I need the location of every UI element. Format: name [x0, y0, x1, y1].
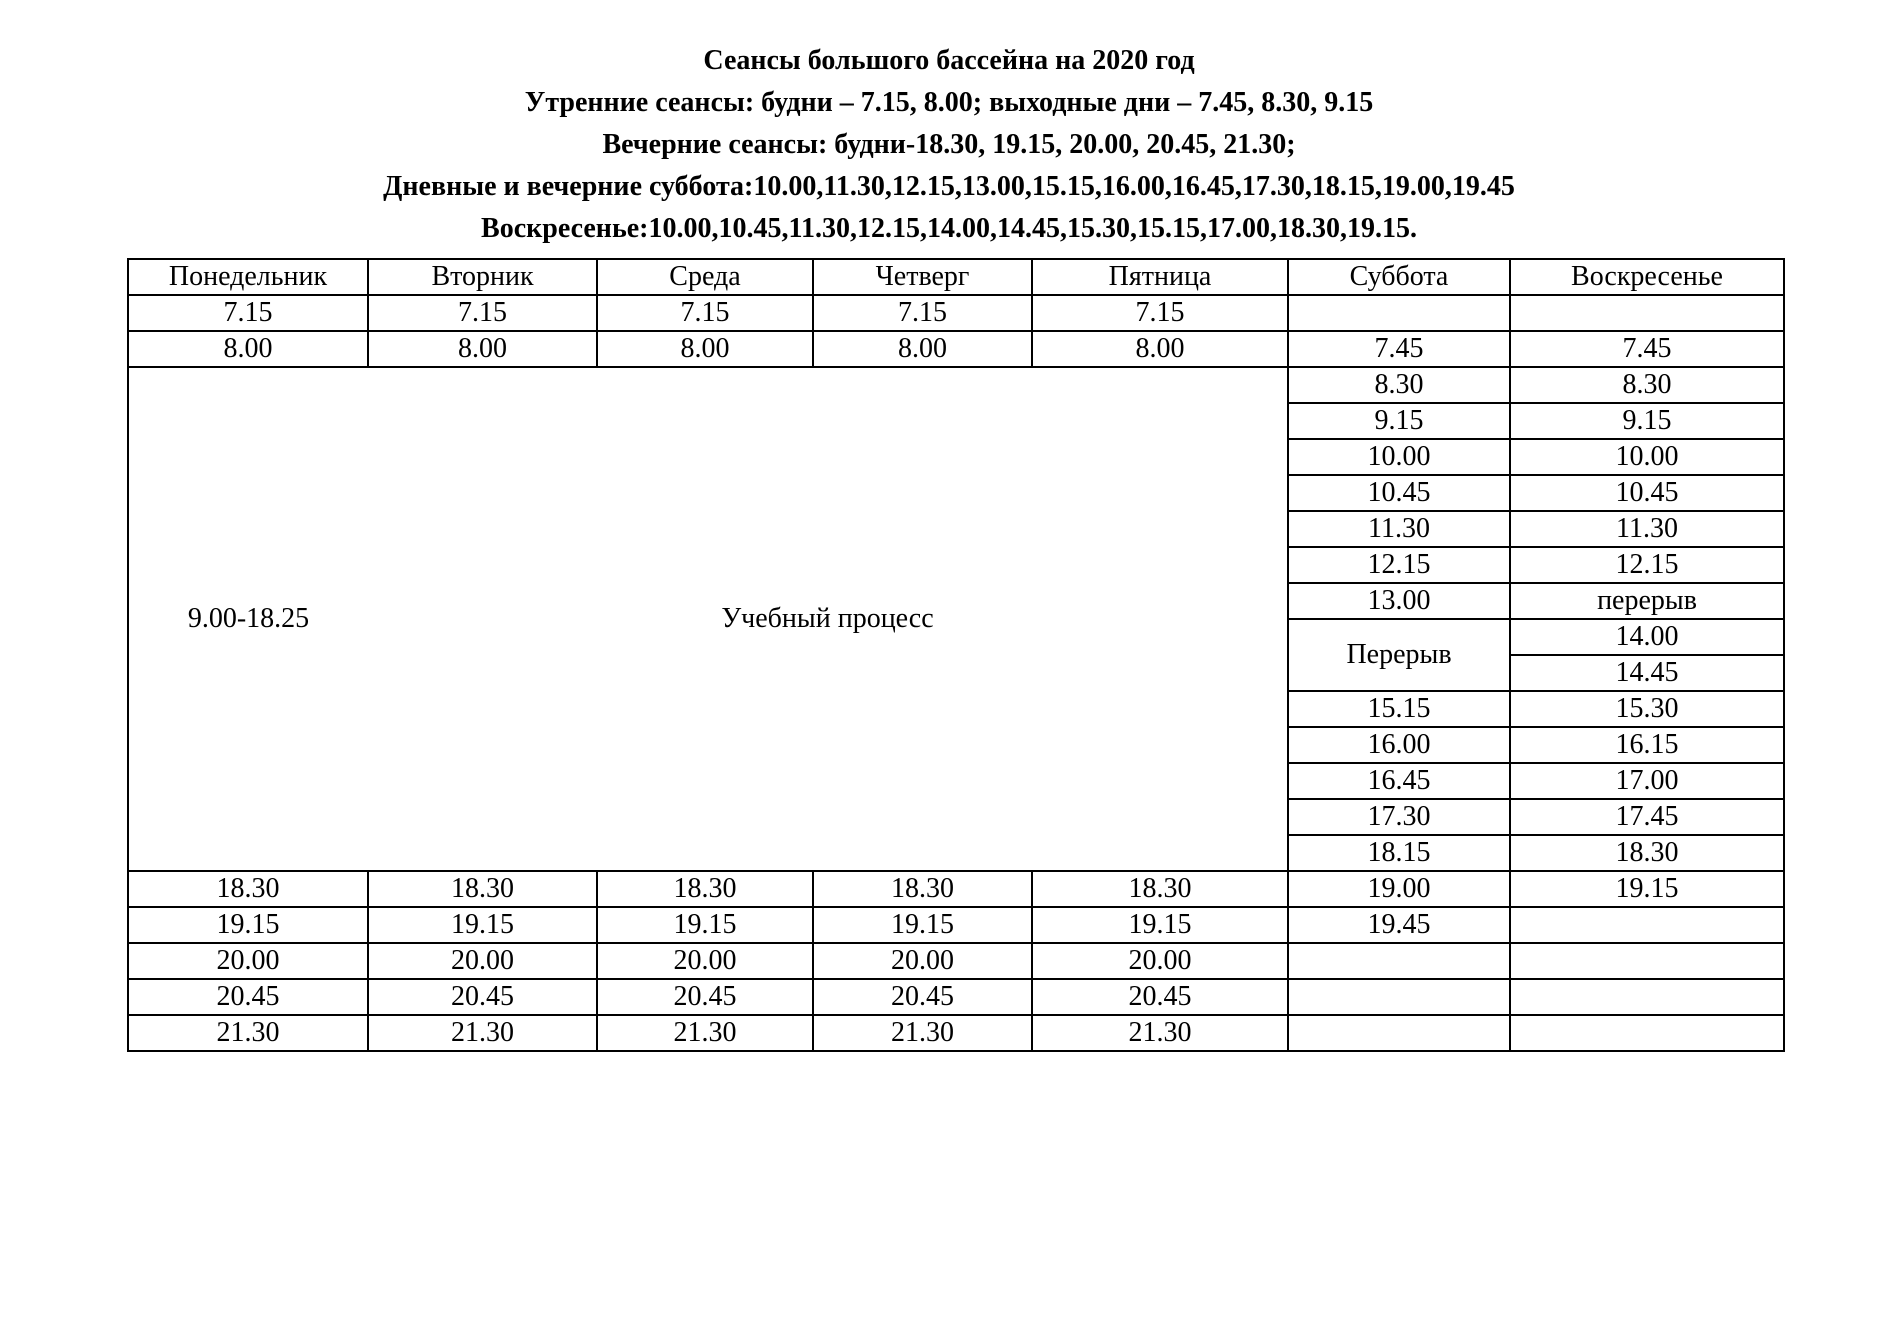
- weekday-time-cell: 8.00: [1032, 331, 1288, 367]
- column-header: Вторник: [368, 259, 597, 295]
- sunday-time-cell: 7.45: [1510, 331, 1784, 367]
- saturday-time-cell: 15.15: [1288, 691, 1510, 727]
- evening-sessions-line: Вечерние сеансы: будни-18.30, 19.15, 20.00, 20.45, 21.30;: [602, 129, 1296, 160]
- sunday-time-cell: 15.30: [1510, 691, 1784, 727]
- weekday-time-cell: 7.15: [597, 295, 813, 331]
- table-row: [128, 295, 1784, 331]
- saturday-time-cell: 9.15: [1288, 403, 1510, 439]
- weekday-time-cell: 21.30: [1032, 1015, 1288, 1051]
- weekday-time-cell: 18.30: [597, 871, 813, 907]
- column-header: Среда: [597, 259, 813, 295]
- weekday-time-cell: 7.15: [1032, 295, 1288, 331]
- sunday-time-cell: 18.30: [1510, 835, 1784, 871]
- weekday-time-cell: 20.00: [368, 943, 597, 979]
- weekday-time-cell: 18.30: [813, 871, 1032, 907]
- sunday-sessions-line: Воскресенье:10.00,10.45,11.30,12.15,14.00,14.45,15.30,15.15,17.00,18.30,19.15.: [481, 213, 1417, 244]
- study-block-time: 9.00-18.25: [128, 367, 368, 871]
- table-row: [128, 907, 1784, 943]
- weekday-time-cell: 20.45: [368, 979, 597, 1015]
- saturday-time-cell: 18.15: [1288, 835, 1510, 871]
- sunday-time-cell: 10.45: [1510, 475, 1784, 511]
- weekday-time-cell: 20.45: [128, 979, 368, 1015]
- saturday-time-cell: 12.15: [1288, 547, 1510, 583]
- saturday-time-cell: [1288, 1015, 1510, 1051]
- weekday-time-cell: 20.00: [813, 943, 1032, 979]
- saturday-time-cell: 19.00: [1288, 871, 1510, 907]
- saturday-time-cell: 17.30: [1288, 799, 1510, 835]
- sunday-time-cell: 12.15: [1510, 547, 1784, 583]
- saturday-time-cell: [1288, 943, 1510, 979]
- weekday-time-cell: 8.00: [813, 331, 1032, 367]
- sunday-time-cell: 14.45: [1510, 655, 1784, 691]
- morning-sessions-line: Утренние сеансы: будни – 7.15, 8.00; выходные дни – 7.45, 8.30, 9.15: [524, 87, 1374, 118]
- sunday-time-cell: 11.30: [1510, 511, 1784, 547]
- sunday-time-cell: 10.00: [1510, 439, 1784, 475]
- sunday-time-cell: 14.00: [1510, 619, 1784, 655]
- sunday-time-cell: 17.00: [1510, 763, 1784, 799]
- weekday-time-cell: 20.00: [1032, 943, 1288, 979]
- table-row: [128, 1015, 1784, 1051]
- column-header: Пятница: [1032, 259, 1288, 295]
- saturday-time-cell: 10.45: [1288, 475, 1510, 511]
- sunday-time-cell: [1510, 979, 1784, 1015]
- weekday-time-cell: 19.15: [368, 907, 597, 943]
- weekday-time-cell: 7.15: [813, 295, 1032, 331]
- sunday-time-cell: 16.15: [1510, 727, 1784, 763]
- weekday-time-cell: 8.00: [597, 331, 813, 367]
- schedule-table: [127, 258, 1785, 1052]
- sunday-time-cell: 9.15: [1510, 403, 1784, 439]
- sunday-time-cell: 19.15: [1510, 871, 1784, 907]
- weekday-time-cell: 18.30: [1032, 871, 1288, 907]
- weekday-time-cell: 21.30: [597, 1015, 813, 1051]
- weekday-time-cell: 20.00: [597, 943, 813, 979]
- sunday-time-cell: 17.45: [1510, 799, 1784, 835]
- saturday-time-cell: 8.30: [1288, 367, 1510, 403]
- saturday-sessions-line: Дневные и вечерние суббота:10.00,11.30,12.15,13.00,15.15,16.00,16.45,17.30,18.15,19.00,19.45: [383, 171, 1515, 202]
- saturday-time-cell: [1288, 295, 1510, 331]
- column-header: Четверг: [813, 259, 1032, 295]
- sunday-time-cell: [1510, 1015, 1784, 1051]
- weekday-time-cell: 20.00: [128, 943, 368, 979]
- weekday-time-cell: 7.15: [368, 295, 597, 331]
- sunday-break-cell: перерыв: [1510, 583, 1784, 619]
- saturday-time-cell: 16.45: [1288, 763, 1510, 799]
- weekday-time-cell: 18.30: [128, 871, 368, 907]
- weekday-time-cell: 20.45: [1032, 979, 1288, 1015]
- study-block-label: Учебный процесс: [368, 367, 1288, 871]
- column-header: Суббота: [1288, 259, 1510, 295]
- saturday-time-cell: 13.00: [1288, 583, 1510, 619]
- weekday-time-cell: 21.30: [128, 1015, 368, 1051]
- weekday-time-cell: 21.30: [368, 1015, 597, 1051]
- sunday-time-cell: [1510, 907, 1784, 943]
- table-row: [128, 979, 1784, 1015]
- weekday-time-cell: 19.15: [1032, 907, 1288, 943]
- saturday-time-cell: 11.30: [1288, 511, 1510, 547]
- saturday-time-cell: 16.00: [1288, 727, 1510, 763]
- weekday-time-cell: 8.00: [368, 331, 597, 367]
- saturday-time-cell: 10.00: [1288, 439, 1510, 475]
- column-header: Воскресенье: [1510, 259, 1784, 295]
- weekday-time-cell: 19.15: [128, 907, 368, 943]
- table-row: [128, 871, 1784, 907]
- weekday-time-cell: 19.15: [597, 907, 813, 943]
- saturday-time-cell: 7.45: [1288, 331, 1510, 367]
- sunday-time-cell: 8.30: [1510, 367, 1784, 403]
- weekday-time-cell: 18.30: [368, 871, 597, 907]
- saturday-time-cell: 19.45: [1288, 907, 1510, 943]
- weekday-time-cell: 20.45: [597, 979, 813, 1015]
- table-header-row: [128, 259, 1784, 295]
- saturday-time-cell: [1288, 979, 1510, 1015]
- sunday-time-cell: [1510, 295, 1784, 331]
- weekday-time-cell: 19.15: [813, 907, 1032, 943]
- table-row: [128, 367, 1784, 403]
- weekday-time-cell: 8.00: [128, 331, 368, 367]
- column-header: Понедельник: [128, 259, 368, 295]
- weekday-time-cell: 7.15: [128, 295, 368, 331]
- weekday-time-cell: 20.45: [813, 979, 1032, 1015]
- weekday-time-cell: 21.30: [813, 1015, 1032, 1051]
- sunday-time-cell: [1510, 943, 1784, 979]
- table-row: [128, 331, 1784, 367]
- page-title: Сеансы большого бассейна на 2020 год: [703, 45, 1195, 76]
- saturday-break-cell: Перерыв: [1288, 619, 1510, 691]
- table-row: [128, 943, 1784, 979]
- schedule-header: [0, 40, 1898, 250]
